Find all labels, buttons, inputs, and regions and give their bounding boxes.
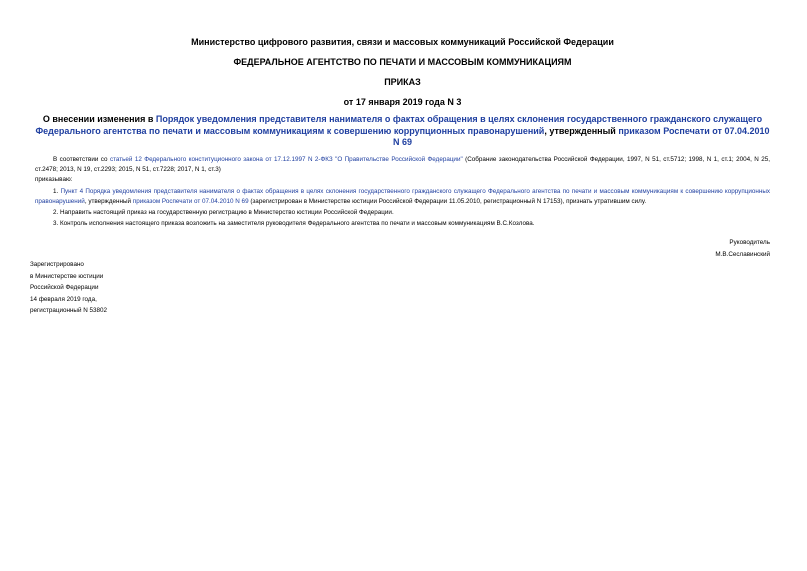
title-link-order[interactable]: приказом Роспечати от 07.04.2010 N 69 — [392, 125, 770, 147]
registration-line-4: 14 февраля 2019 года, — [30, 295, 97, 303]
document-body — [35, 155, 770, 229]
item-1-middle: , утвержденный — [84, 197, 133, 205]
signature-name: М.В.Сеславинский — [715, 251, 770, 258]
preamble-link-law[interactable]: статьей 12 Федерального конституционного закона от 17.12.1997 N 2-ФКЗ "О Правительстве Российской Федерации" — [109, 156, 463, 163]
signature-position: Руководитель — [729, 239, 770, 246]
item-1-paragraph — [35, 187, 770, 207]
item-2-paragraph: 2. Направить настоящий приказ на государственную регистрацию в Министерство юстиции Российской Федерации. — [53, 209, 394, 217]
agency-name: ФЕДЕРАЛЬНОЕ АГЕНТСТВО ПО ПЕЧАТИ И МАССОВЫМ КОММУНИКАЦИЯМ — [233, 57, 572, 67]
title-prefix: О внесении изменения в — [42, 114, 156, 124]
item-1-link-order[interactable]: приказом Роспечати от 07.04.2010 N 69 — [132, 197, 249, 205]
order-word: приказываю: — [35, 176, 73, 184]
title-link-procedure[interactable]: Порядок уведомления представителя нанимателя о фактах обращения в целях склонения государственного гражданского служащего Федерального агентства по печати и массовым коммуникациям к совершению коррупционных правонарушений — [35, 114, 763, 136]
preamble-suffix: (Собрание законодательства Российской Федерации, 1997, N 51, ст.5712; 1998, N 1, ст.1; 2004, N 25, ст.2478; 2013, N 19, ст.2293; 2015, N 51, ст.7228; 2017, N 1, ст.3) — [35, 156, 770, 174]
preamble-paragraph — [35, 155, 770, 175]
preamble-prefix: В соответствии со — [53, 156, 110, 163]
item-1-prefix: 1. — [53, 187, 61, 195]
item-1-link-clause[interactable]: Пункт 4 Порядка уведомления представителя нанимателя о фактах обращения в целях склонения государственного гражданского служащего Федерального агентства по печати и массовым коммуникациям к совершению коррупционных правонарушений — [35, 187, 770, 205]
title-middle: , утвержденный — [544, 125, 619, 136]
document-date-number: от 17 января 2019 года N 3 — [343, 97, 462, 107]
document-type: ПРИКАЗ — [384, 77, 421, 87]
registration-line-3: Российской Федерации — [30, 284, 99, 291]
document-title — [35, 114, 770, 149]
registration-line-2: в Министерстве юстиции — [30, 272, 104, 280]
item-1-suffix: (зарегистрирован в Министерстве юстиции Российской Федерации 11.05.2010, регистрационный N 17153), признать утратившим силу. — [248, 197, 647, 205]
registration-line-5: регистрационный N 53802 — [30, 307, 108, 314]
registration-block — [30, 260, 107, 318]
ministry-name: Министерство цифрового развития, связи и массовых коммуникаций Российской Федерации — [191, 37, 614, 47]
item-3-paragraph: 3. Контроль исполнения настоящего приказа возложить на заместителя руководителя Федерального агентства по печати и массовым коммуникациям В.С.Козлова. — [53, 220, 535, 228]
registration-line-1: Зарегистрировано — [30, 261, 84, 268]
